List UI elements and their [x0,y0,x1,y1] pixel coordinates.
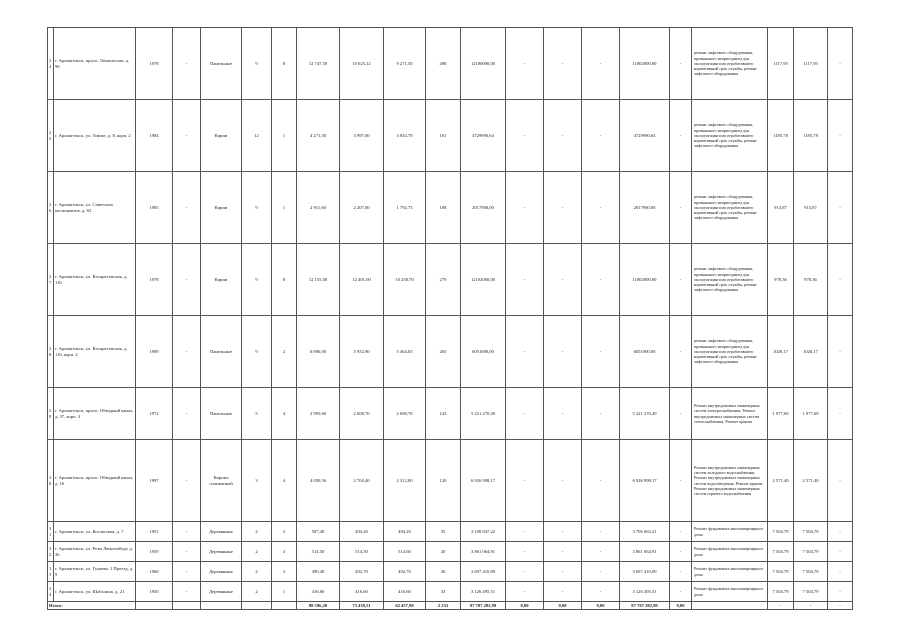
cell-fund-1: - [506,244,544,316]
cell-build-year: 1997 [136,440,173,522]
cell-floors: 2 [242,542,272,562]
total-fund-5: 0,00 [670,602,692,610]
cell-planned-date: - [828,542,853,562]
cell-fund-3: - [582,100,620,172]
cell-fund-5: - [670,440,692,522]
table-row [48,562,853,582]
cell-planned-date: - [828,522,853,542]
cell-row-number: 27 [48,244,54,316]
cell-fund-2: - [544,522,582,542]
cell-fund-5: - [670,100,692,172]
total-row [48,602,853,610]
cell-year-overhaul: - [173,562,201,582]
cell-fund-2: - [544,100,582,172]
cell-residents: 498 [426,28,461,100]
cell-unit-cost: 7 504,79 [768,562,794,582]
cell-area-total: 2 911,60 [297,172,340,244]
cell-planned-date: - [828,244,853,316]
cell-unit-limit: 978,36 [794,244,828,316]
cell-year-overhaul: - [173,388,201,440]
cell-cost-total: 4729990,64 [461,100,506,172]
cell-year-overhaul: - [173,582,201,602]
cell-floors: 9 [242,316,272,388]
table-row [48,542,853,562]
cell-row-number: 26 [48,172,54,244]
cell-fund-4: 4729990,64 [620,100,670,172]
cell-entrances: 2 [272,316,297,388]
cell-fund-4: 6 926 998,17 [620,440,670,522]
cell-fund-1: - [506,316,544,388]
cell-fund-1: - [506,440,544,522]
table-row [48,522,853,542]
cell-unit-limit: 2 571,40 [794,440,828,522]
cell-area-residential: 3 843,70 [384,100,426,172]
cell-planned-date: - [828,562,853,582]
cell-entrances: 2 [272,522,297,542]
cell-area-residential: 514,60 [384,542,426,562]
total-label: Итого: [48,602,136,610]
cell-area-total: 490,40 [297,562,340,582]
cell-row-number: 32 [48,542,54,562]
cell-fund-5: - [670,388,692,440]
cell-year-overhaul: - [173,522,201,542]
cell-fund-4: 5 221 270,49 [620,388,670,440]
cell-year-overhaul: - [173,28,201,100]
cell-unit-cost: 1 977,69 [768,388,794,440]
cell-unit-limit: 7 504,79 [794,542,828,562]
cell-unit-cost: 978,36 [768,244,794,316]
total-residents: 2 253 [426,602,461,610]
cell-entrances: 4 [272,440,297,522]
cell-fund-4: 3 861 064,91 [620,542,670,562]
cell-residents: 265 [426,316,461,388]
cell-fund-4: 11802000,00 [620,244,670,316]
cell-area-total: 587,40 [297,522,340,542]
cell-floors: 12 [242,100,272,172]
cell-build-year: 1978 [136,28,173,100]
cell-unit-cost: 1185,78 [768,100,794,172]
cell-area-residential: 9 271,50 [384,28,426,100]
cell-fund-1: - [506,388,544,440]
cell-build-year: 1960 [136,562,173,582]
cell-unit-limit: 913,87 [794,172,828,244]
cell-fund-2: - [544,542,582,562]
cell-work-types: Ремонт фундамента многоквартирного дома [692,582,768,602]
cell-floors: 2 [242,582,272,602]
cell-entrances: 8 [272,28,297,100]
cell-residents: 26 [426,562,461,582]
table-row [48,244,853,316]
total-area-total: 88 596,20 [297,602,340,610]
table-row [48,316,853,388]
table-row [48,582,853,602]
cell-work-types: ремонт лифтового оборудования, признанного непригодным для эксплуатации или отработавшего нормативный срок службы, ремонт лифтового оборудования [692,172,768,244]
cell-fund-5: - [670,522,692,542]
cell-wall-material: Деревянные [201,562,242,582]
cell-work-types: ремонт лифтового оборудования, признанного непригодным для эксплуатации или отработавшего нормативный срок службы, ремонт лифтового оборудования [692,100,768,172]
cell-fund-2: - [544,172,582,244]
cell-area-living: 3 997,00 [340,100,384,172]
cell-area-residential: 492,70 [384,562,426,582]
cell-fund-4: 2017900,00 [620,172,670,244]
cell-row-number: 30 [48,440,54,522]
cell-area-residential: 494,20 [384,522,426,542]
cell-area-total: 416,60 [297,582,340,602]
cell-work-types: Ремонт фундамента многоквартирного дома [692,522,768,542]
cell-fund-5: - [670,244,692,316]
table-row [48,388,853,440]
cell-planned-date: - [828,28,853,100]
cell-area-total: 12 747,50 [297,28,340,100]
cell-build-year: 1989 [136,316,173,388]
cell-wall-material: Кирпи [201,100,242,172]
cell-address: г. Архангельск, ул. Советских космонавтов, д. 82 [54,172,136,244]
cell-area-living: 12 401,00 [340,244,384,316]
cell-cost-total: 3 126 495,51 [461,582,506,602]
cell-wall-material: Деревянные [201,522,242,542]
table-row [48,172,853,244]
cell-fund-3: - [582,542,620,562]
cell-fund-4: 3 697 410,09 [620,562,670,582]
cell-fund-2: - [544,388,582,440]
cell-fund-3: - [582,440,620,522]
cell-row-number: 24 [48,28,54,100]
total-fund-3: 0,00 [582,602,620,610]
total-unit-limit: - [794,602,828,610]
cell-work-types: Ремонт внутридомовых инженерных систем холодного водоснабжения. Ремонт внутридомовых инженерных систем водоотведения. Ремонт крыши. Ремонт внутридомовых инженерных систем горячего водоснабжения [692,440,768,522]
cell-fund-5: - [670,28,692,100]
cell-fund-3: - [582,316,620,388]
cell-planned-date: - [828,440,853,522]
table-body [48,28,853,602]
cell-address: г. Архангельск, ул. Розы Люксембург, д. 36 [54,542,136,562]
total-area-residential: 62 457,99 [384,602,426,610]
cell-fund-3: - [582,28,620,100]
cell-build-year: 1985 [136,172,173,244]
cell-build-year: 1959 [136,542,173,562]
cell-row-number: 33 [48,562,54,582]
cell-row-number: 28 [48,316,54,388]
cell-entrances: 3 [272,542,297,562]
cell-area-living: 2 608,70 [340,388,384,440]
cell-floors: 9 [242,244,272,316]
cell-cost-total: 12102000,00 [461,244,506,316]
cell-wall-material: Кирпи [201,172,242,244]
cell-address: г. Архангельск, просп. Обводный канал, д. 16 [54,440,136,522]
cell-wall-material: Панельные [201,388,242,440]
cell-unit-cost: 1020,17 [768,316,794,388]
cell-address: г. Архангельск, просп. Ломоносова, д. 96 [54,28,136,100]
cell-area-residential: 2 312,00 [384,440,426,522]
cell-cost-total: 12180000,00 [461,28,506,100]
cell-fund-1: - [506,582,544,602]
cell-fund-3: - [582,172,620,244]
cell-area-living: 10 625,12 [340,28,384,100]
cell-work-types: ремонт лифтового оборудования, признанного непригодным для эксплуатации или отработавшего нормативный срок службы, ремонт лифтового оборудования [692,316,768,388]
cell-cost-total: 6 926 998,17 [461,440,506,522]
cell-build-year: 1972 [136,388,173,440]
total-fund-1: 0,00 [506,602,544,610]
cell-cost-total: 5 221 270,49 [461,388,506,440]
cell-wall-material: Панельные [201,28,242,100]
cell-area-residential: 5 464,03 [384,316,426,388]
cell-unit-cost: 913,87 [768,172,794,244]
cell-area-living: 416,60 [340,582,384,602]
cell-fund-5: - [670,562,692,582]
cell-area-total: 514,50 [297,542,340,562]
cell-fund-4: 6051000,00 [620,316,670,388]
cell-floors: 5 [242,388,272,440]
cell-work-types: Ремонт фундамента многоквартирного дома [692,562,768,582]
cell-fund-1: - [506,562,544,582]
cell-fund-1: - [506,522,544,542]
cell-fund-4: 3 706 063,21 [620,522,670,542]
cell-area-residential: 416,60 [384,582,426,602]
cell-area-residential: 2 698,70 [384,388,426,440]
cell-cost-total: 3 108 847,22 [461,522,506,542]
cell-unit-limit: 7 504,79 [794,582,828,602]
cell-build-year: 1984 [136,100,173,172]
cell-fund-1: - [506,542,544,562]
cell-floors: 2 [242,522,272,542]
cell-year-overhaul: - [173,100,201,172]
cell-fund-2: - [544,28,582,100]
cell-year-overhaul: - [173,542,201,562]
cell-address: г. Архангельск, ул. Тимме, д. 8, корп. 2 [54,100,136,172]
cell-unit-limit: 1185,78 [794,100,828,172]
cell-entrances: 1 [272,172,297,244]
cell-fund-3: - [582,582,620,602]
cell-row-number: 31 [48,522,54,542]
cell-fund-1: - [506,100,544,172]
cell-residents: 120 [426,440,461,522]
table-row [48,440,853,522]
cell-row-number: 29 [48,388,54,440]
cell-planned-date: - [828,582,853,602]
cell-fund-5: - [670,542,692,562]
cell-unit-limit: 1020,17 [794,316,828,388]
cell-wall-material: Деревянные [201,542,242,562]
cell-area-total: 4 271,50 [297,100,340,172]
cell-area-residential: 10 258,70 [384,244,426,316]
cell-work-types: Ремонт фундамента многоквартирного дома [692,542,768,562]
cell-unit-cost: 7 504,79 [768,522,794,542]
cell-fund-2: - [544,316,582,388]
cell-fund-5: - [670,316,692,388]
cell-row-number: 25 [48,100,54,172]
cell-unit-cost: 2 571,40 [768,440,794,522]
cell-entrances: 8 [272,244,297,316]
total-fund-2: 0,00 [544,602,582,610]
cell-fund-5: - [670,172,692,244]
cell-residents: 20 [426,542,461,562]
cell-year-overhaul: - [173,440,201,522]
cell-entrances: 3 [272,562,297,582]
cell-fund-3: - [582,388,620,440]
total-area-living: 73 439,51 [340,602,384,610]
cell-cost-total: 2017900,00 [461,172,506,244]
cell-floors: 9 [242,28,272,100]
cell-area-total: 2 995,60 [297,388,340,440]
cell-address: г. Архангельск, просп. Обводный канал, д. 37, корп. 3 [54,388,136,440]
cell-fund-4: 11802000,00 [620,28,670,100]
cell-work-types: Ремонт внутридомовых инженерных систем электроснабжения. Ремонт внутридомовых инженерных систем теплоснабжения. Ремонт крыши [692,388,768,440]
cell-cost-total: 6051000,00 [461,316,506,388]
cell-build-year: 1951 [136,522,173,542]
cell-cost-total: 3 697 410,09 [461,562,506,582]
cell-area-living: 494,20 [340,522,384,542]
cell-entrances: 1 [272,582,297,602]
cell-residents: 108 [426,172,461,244]
cell-address: г. Архангельск, ул. Воскресенская, д. 116 [54,244,136,316]
cell-area-living: 2 704,40 [340,440,384,522]
cell-wall-material: Панельные [201,316,242,388]
cell-area-total: 6 896,00 [297,316,340,388]
cell-unit-limit: 7 504,79 [794,562,828,582]
cell-area-total: 4 050,56 [297,440,340,522]
cell-year-overhaul: - [173,172,201,244]
cell-fund-4: 3 126 495,51 [620,582,670,602]
cell-area-residential: 1 792,73 [384,172,426,244]
total-fund-4: 97 707 282,99 [620,602,670,610]
cell-area-living: 5 952,90 [340,316,384,388]
cell-cost-total: 3 861 064,91 [461,542,506,562]
cell-address: г. Архангельск, ул. Гуляева, 1 Проезд, д. 9 [54,562,136,582]
cell-residents: 161 [426,100,461,172]
cell-floors: 9 [242,172,272,244]
cell-build-year: 1978 [136,244,173,316]
cell-fund-1: - [506,172,544,244]
cell-unit-cost: 1117,95 [768,28,794,100]
cell-fund-3: - [582,244,620,316]
cell-year-overhaul: - [173,316,201,388]
cell-unit-cost: 7 504,79 [768,582,794,602]
cell-unit-limit: 7 504,79 [794,522,828,542]
cell-fund-2: - [544,582,582,602]
cell-planned-date: - [828,100,853,172]
table-row [48,100,853,172]
cell-row-number: 34 [48,582,54,602]
cell-residents: 33 [426,582,461,602]
cell-area-living: 2 207,00 [340,172,384,244]
cell-residents: 143 [426,388,461,440]
cell-unit-limit: 1 977,69 [794,388,828,440]
cell-area-living: 514,50 [340,542,384,562]
cell-fund-2: - [544,440,582,522]
cell-build-year: 1950 [136,582,173,602]
cell-work-types: ремонт лифтового оборудования, признанного непригодным для эксплуатации или отработавшего нормативный срок службы, ремонт лифтового оборудования [692,28,768,100]
cell-fund-2: - [544,562,582,582]
cell-year-overhaul: - [173,244,201,316]
cell-unit-limit: 1117,95 [794,28,828,100]
cell-fund-2: - [544,244,582,316]
cell-planned-date: - [828,388,853,440]
total-cost: 97 707 282,99 [461,602,506,610]
cell-area-total: 12 155,00 [297,244,340,316]
cell-fund-1: - [506,28,544,100]
cell-unit-cost: 7 504,79 [768,542,794,562]
repair-program-table [47,27,853,610]
cell-floors: 3 [242,440,272,522]
total-unit-cost: - [768,602,794,610]
cell-residents: 35 [426,522,461,542]
cell-planned-date: - [828,172,853,244]
cell-address: г. Архангельск, ул. Воскресенская, д. 116, корп. 2 [54,316,136,388]
cell-entrances: 4 [272,388,297,440]
cell-residents: 279 [426,244,461,316]
cell-planned-date: - [828,316,853,388]
cell-fund-5: - [670,582,692,602]
cell-floors: 2 [242,562,272,582]
cell-work-types: ремонт лифтового оборудования, признанного непригодным для эксплуатации или отработавшего нормативный срок службы, ремонт лифтового оборудования [692,244,768,316]
cell-wall-material: Кирпич силикатный [201,440,242,522]
cell-wall-material: Деревянные [201,582,242,602]
cell-wall-material: Кирпи [201,244,242,316]
cell-address: г. Архангельск, ул. Шабалина, д. 21 [54,582,136,602]
total-last: - [828,602,853,610]
cell-address: г. Архангельск, ул. Котласская, д. 7 [54,522,136,542]
cell-entrances: 1 [272,100,297,172]
cell-area-living: 492,70 [340,562,384,582]
cell-fund-3: - [582,562,620,582]
table-row [48,28,853,100]
cell-fund-3: - [582,522,620,542]
